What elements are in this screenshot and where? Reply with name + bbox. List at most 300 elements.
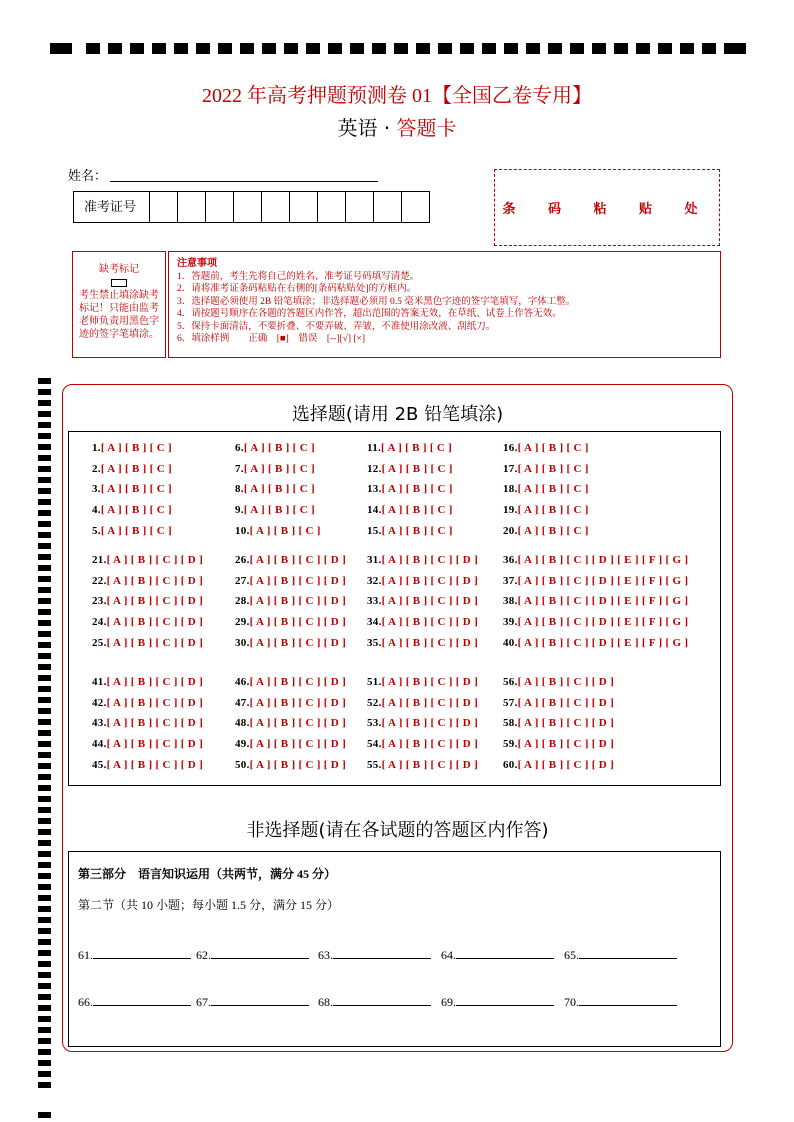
choice-section-title: 选择题(请用 2B 铅笔填涂)	[291, 404, 504, 425]
timing-mark	[38, 642, 51, 648]
name-label: 姓名：	[68, 168, 108, 183]
question-number: 56.	[503, 676, 518, 688]
question-row[interactable]	[92, 676, 203, 688]
notice-item: 4．请按题号顺序在各题的答题区内作答，超出范围的答案无效，在草纸、试卷上作答无效。	[177, 309, 562, 319]
question-number: 25.	[92, 636, 107, 649]
question-row[interactable]	[503, 717, 614, 729]
timing-mark	[38, 521, 51, 527]
timing-mark	[38, 1016, 51, 1022]
question-number: 18.	[503, 483, 518, 496]
answer-options[interactable]: [ A ] [ B ] [ C ] [ D ]	[249, 758, 347, 771]
notice-item: 6．填涂样例 正确 [■] 错误 [--][√] [×]	[177, 334, 366, 344]
timing-mark	[460, 43, 474, 54]
question-row[interactable]	[503, 616, 688, 628]
question-number: 58.	[503, 717, 518, 730]
timing-mark	[328, 43, 342, 54]
answer-options[interactable]: [ A ] [ B ] [ C ] [ D ]	[381, 574, 479, 587]
timing-mark	[504, 43, 518, 54]
exam-id-cell[interactable]	[178, 192, 206, 222]
question-number: 57.	[503, 696, 518, 709]
answer-options[interactable]: [ A ] [ B ] [ C ] [ D ]	[381, 738, 479, 751]
question-number: 24.	[92, 616, 107, 629]
timing-mark	[130, 43, 144, 54]
answer-options[interactable]: [ A ] [ B ] [ C ]	[243, 442, 315, 454]
answer-blank[interactable]	[564, 948, 677, 963]
answer-options[interactable]: [ A ] [ B ] [ C ] [ D ]	[381, 616, 479, 629]
timing-mark	[38, 994, 51, 1000]
answer-options[interactable]: [ A ] [ B ] [ C ]	[517, 524, 589, 537]
timing-mark	[38, 631, 51, 637]
question-number: 54.	[367, 738, 382, 751]
timing-mark	[38, 565, 51, 571]
answer-options[interactable]: [ A ] [ B ] [ C ] [ D ]	[381, 554, 479, 566]
answer-options[interactable]: [ A ] [ B ] [ C ] [ D ]	[106, 738, 204, 751]
answer-blank[interactable]	[78, 948, 191, 963]
timing-mark	[38, 807, 51, 813]
question-number: 55.	[367, 758, 382, 771]
timing-mark	[38, 862, 51, 868]
timing-mark	[38, 1005, 51, 1011]
question-row[interactable]	[503, 554, 688, 566]
blank-line[interactable]	[456, 950, 554, 959]
answer-options[interactable]: [ A ] [ B ] [ C ] [ D ]	[106, 595, 204, 608]
exam-id-cell[interactable]	[290, 192, 318, 222]
question-number: 31.	[367, 554, 382, 566]
answer-options[interactable]: [ A ] [ B ] [ C ] [ D ]	[517, 758, 615, 771]
question-number: 59.	[503, 738, 518, 751]
answer-options[interactable]: [ A ] [ B ] [ C ]	[517, 483, 589, 496]
blank-line[interactable]	[579, 950, 677, 959]
blank-line[interactable]	[579, 997, 677, 1006]
exam-id-cell[interactable]	[346, 192, 374, 222]
question-number: 32.	[367, 574, 382, 587]
question-row[interactable]	[503, 676, 614, 688]
question-number: 9.	[235, 504, 244, 517]
timing-mark	[38, 928, 51, 934]
blank-line[interactable]	[93, 997, 191, 1006]
question-row[interactable]	[367, 575, 478, 587]
exam-id-cell[interactable]	[206, 192, 234, 222]
question-number: 43.	[92, 717, 107, 730]
question-row[interactable]	[503, 759, 614, 771]
exam-id-label: 准考证号	[74, 192, 150, 222]
question-row[interactable]	[235, 575, 346, 587]
timing-mark	[38, 796, 51, 802]
question-row[interactable]	[367, 637, 478, 649]
timing-mark	[38, 477, 51, 483]
timing-mark	[38, 433, 51, 439]
question-row[interactable]	[235, 442, 315, 454]
question-row[interactable]	[503, 595, 688, 607]
answer-options[interactable]: [ A ] [ B ] [ C ]	[381, 483, 453, 496]
question-number: 1.	[92, 442, 101, 454]
timing-mark	[38, 499, 51, 505]
question-number: 21.	[92, 554, 107, 566]
blank-number: 66.	[78, 995, 93, 1009]
exam-id-table	[73, 191, 430, 223]
question-number: 41.	[92, 676, 107, 688]
timing-mark	[38, 752, 51, 758]
question-number: 13.	[367, 483, 382, 496]
answer-options[interactable]: [ A ] [ B ] [ C ]	[100, 524, 172, 537]
timing-mark	[38, 950, 51, 956]
question-row[interactable]	[503, 442, 589, 454]
answer-options[interactable]: [ A ] [ B ] [ C ]	[517, 442, 589, 454]
answer-options[interactable]: [ A ] [ B ] [ C ]	[381, 462, 453, 475]
timing-mark	[636, 43, 650, 54]
question-row[interactable]	[92, 759, 203, 771]
timing-mark	[38, 510, 51, 516]
timing-mark	[38, 587, 51, 593]
question-number: 19.	[503, 504, 518, 517]
notice-box	[168, 251, 721, 358]
question-row[interactable]	[503, 697, 614, 709]
answer-options[interactable]: [ A ] [ B ] [ C ] [ D ]	[249, 595, 347, 608]
question-number: 30.	[235, 636, 250, 649]
answer-options[interactable]: [ A ] [ B ] [ C ] [ D ] [ E ] [ F ] [ G ]	[517, 595, 689, 608]
blank-number: 69.	[441, 995, 456, 1009]
question-row[interactable]	[92, 483, 172, 495]
timing-mark	[38, 763, 51, 769]
timing-mark	[38, 400, 51, 406]
timing-mark	[38, 598, 51, 604]
question-row[interactable]	[235, 759, 346, 771]
question-row[interactable]	[503, 575, 688, 587]
timing-mark	[614, 43, 628, 54]
answer-blank[interactable]	[196, 995, 309, 1010]
answer-options[interactable]: [ A ] [ B ] [ C ] [ D ]	[381, 595, 479, 608]
answer-options[interactable]: [ A ] [ B ] [ C ] [ D ]	[381, 758, 479, 771]
timing-mark	[38, 543, 51, 549]
answer-options[interactable]: [ A ] [ B ] [ C ] [ D ]	[381, 696, 479, 709]
answer-options[interactable]: [ A ] [ B ] [ C ] [ D ]	[381, 676, 479, 688]
timing-mark	[284, 43, 298, 54]
answer-options[interactable]: [ A ] [ B ] [ C ] [ D ]	[249, 554, 347, 566]
question-row[interactable]	[235, 554, 346, 566]
answer-options[interactable]: [ A ] [ B ] [ C ] [ D ]	[249, 738, 347, 751]
question-row[interactable]	[367, 483, 453, 495]
timing-mark	[86, 43, 100, 54]
answer-blank[interactable]	[441, 948, 554, 963]
question-row[interactable]	[235, 717, 346, 729]
exam-id-cell[interactable]	[374, 192, 402, 222]
answer-options[interactable]: [ A ] [ B ] [ C ]	[100, 442, 172, 454]
timing-mark	[38, 1112, 51, 1118]
timing-mark	[38, 785, 51, 791]
blank-line[interactable]	[333, 950, 431, 959]
question-row[interactable]	[367, 759, 478, 771]
question-row[interactable]	[367, 504, 453, 516]
question-number: 51.	[367, 676, 382, 688]
question-number: 60.	[503, 758, 518, 771]
question-row[interactable]	[235, 504, 315, 516]
answer-options[interactable]: [ A ] [ B ] [ C ] [ D ]	[106, 636, 204, 649]
question-row[interactable]	[367, 463, 453, 475]
exam-id-cell[interactable]	[402, 192, 429, 222]
question-row[interactable]	[235, 616, 346, 628]
question-number: 53.	[367, 717, 382, 730]
answer-options[interactable]: [ A ] [ B ] [ C ] [ D ]	[381, 717, 479, 730]
answer-options[interactable]: [ A ] [ B ] [ C ] [ D ]	[249, 616, 347, 629]
question-row[interactable]	[92, 616, 203, 628]
nonchoice-section-title: 非选择题(请在各试题的答题区内作答)	[246, 820, 549, 841]
answer-options[interactable]: [ A ] [ B ] [ C ] [ D ]	[249, 717, 347, 730]
question-number: 12.	[367, 462, 382, 475]
exam-id-cell[interactable]	[234, 192, 262, 222]
blank-number: 61.	[78, 948, 93, 962]
timing-mark	[38, 488, 51, 494]
question-number: 14.	[367, 504, 382, 517]
answer-options[interactable]: [ A ] [ B ] [ C ] [ D ]	[517, 676, 615, 688]
timing-mark	[38, 719, 51, 725]
question-number: 6.	[235, 442, 244, 454]
answer-blank[interactable]	[78, 995, 191, 1010]
answer-options[interactable]: [ A ] [ B ] [ C ] [ D ]	[517, 717, 615, 730]
question-number: 22.	[92, 574, 107, 587]
answer-options[interactable]: [ A ] [ B ] [ C ]	[381, 442, 453, 454]
question-number: 4.	[92, 504, 101, 517]
question-row[interactable]	[367, 442, 452, 454]
timing-mark	[570, 43, 584, 54]
answer-blank[interactable]	[441, 995, 554, 1010]
timing-mark	[38, 906, 51, 912]
top-timing-marks	[50, 43, 746, 55]
answer-options[interactable]: [ A ] [ B ] [ C ] [ D ]	[249, 636, 347, 649]
question-number: 46.	[235, 676, 250, 688]
question-row[interactable]	[92, 697, 203, 709]
answer-options[interactable]: [ A ] [ B ] [ C ]	[100, 483, 172, 496]
question-row[interactable]	[92, 525, 172, 537]
question-row[interactable]	[92, 637, 203, 649]
question-row[interactable]	[235, 463, 315, 475]
blank-line[interactable]	[211, 950, 309, 959]
question-number: 20.	[503, 524, 518, 537]
answer-options[interactable]: [ A ] [ B ] [ C ]	[517, 504, 589, 517]
answer-options[interactable]: [ A ] [ B ] [ C ]	[243, 483, 315, 496]
answer-options[interactable]: [ A ] [ B ] [ C ] [ D ]	[106, 554, 204, 566]
answer-blank[interactable]	[318, 948, 431, 963]
question-number: 34.	[367, 616, 382, 629]
question-number: 16.	[503, 442, 518, 454]
timing-mark	[306, 43, 320, 54]
timing-mark	[38, 411, 51, 417]
timing-mark	[38, 708, 51, 714]
blank-number: 64.	[441, 948, 456, 962]
blank-number: 62.	[196, 948, 211, 962]
answer-options[interactable]: [ A ] [ B ] [ C ] [ D ]	[249, 696, 347, 709]
question-row[interactable]	[367, 554, 478, 566]
blank-number: 63.	[318, 948, 333, 962]
blank-line[interactable]	[211, 997, 309, 1006]
question-number: 5.	[92, 524, 101, 537]
answer-options[interactable]: [ A ] [ B ] [ C ] [ D ] [ E ] [ F ] [ G ]	[517, 616, 689, 629]
answer-options[interactable]: [ A ] [ B ] [ C ]	[100, 462, 172, 475]
answer-options[interactable]: [ A ] [ B ] [ C ] [ D ]	[106, 574, 204, 587]
timing-mark	[38, 983, 51, 989]
timing-mark	[658, 43, 672, 54]
answer-options[interactable]: [ A ] [ B ] [ C ]	[249, 524, 321, 537]
timing-mark	[108, 43, 122, 54]
question-row[interactable]	[367, 738, 478, 750]
answer-options[interactable]: [ A ] [ B ] [ C ] [ D ]	[249, 676, 347, 688]
exam-id-cell[interactable]	[318, 192, 346, 222]
blank-line[interactable]	[93, 950, 191, 959]
timing-mark	[38, 774, 51, 780]
timing-mark	[50, 43, 72, 54]
answer-options[interactable]: [ A ] [ B ] [ C ] [ D ] [ E ] [ F ] [ G ]	[517, 636, 689, 649]
exam-id-cell[interactable]	[150, 192, 178, 222]
question-number: 52.	[367, 696, 382, 709]
answer-options[interactable]: [ A ] [ B ] [ C ]	[381, 504, 453, 517]
answer-options[interactable]: [ A ] [ B ] [ C ] [ D ]	[106, 696, 204, 709]
question-number: 38.	[503, 595, 518, 608]
timing-mark	[38, 444, 51, 450]
timing-mark	[38, 389, 51, 395]
question-number: 26.	[235, 554, 250, 566]
absent-mark-title: 缺考标记	[99, 264, 139, 275]
question-row[interactable]	[92, 554, 203, 566]
timing-mark	[38, 1027, 51, 1033]
timing-mark	[680, 43, 694, 54]
timing-mark	[38, 1082, 51, 1088]
question-number: 10.	[235, 524, 250, 537]
question-number: 40.	[503, 636, 518, 649]
question-number: 37.	[503, 574, 518, 587]
timing-mark	[38, 653, 51, 659]
question-row[interactable]	[235, 525, 321, 537]
timing-mark	[38, 455, 51, 461]
question-row[interactable]	[92, 504, 172, 516]
question-row[interactable]	[503, 483, 589, 495]
notice-item: 5．保持卡面清洁，不要折叠、不要弄破、弄皱，不准使用涂改液、刮纸刀。	[177, 321, 496, 332]
exam-id-cell[interactable]	[262, 192, 290, 222]
question-number: 42.	[92, 696, 107, 709]
answer-options[interactable]: [ A ] [ B ] [ C ]	[100, 504, 172, 517]
blank-number: 68.	[318, 995, 333, 1009]
notice-title: 注意事项	[177, 258, 217, 269]
question-row[interactable]	[235, 483, 315, 495]
answer-options[interactable]: [ A ] [ B ] [ C ]	[381, 524, 453, 537]
timing-mark	[38, 1060, 51, 1066]
question-row[interactable]	[503, 637, 688, 649]
page-subtitle	[0, 112, 794, 141]
answer-options[interactable]: [ A ] [ B ] [ C ]	[243, 462, 315, 475]
question-number: 49.	[235, 738, 250, 751]
timing-mark	[38, 620, 51, 626]
answer-blank[interactable]	[318, 995, 431, 1010]
timing-mark	[38, 532, 51, 538]
answer-options[interactable]: [ A ] [ B ] [ C ] [ D ] [ E ] [ F ] [ G ]	[517, 554, 689, 566]
blank-number: 65.	[564, 948, 579, 962]
answer-blank[interactable]	[196, 948, 309, 963]
answer-options[interactable]: [ A ] [ B ] [ C ] [ D ]	[381, 636, 479, 649]
timing-mark	[38, 664, 51, 670]
timing-mark	[38, 1049, 51, 1055]
timing-mark	[38, 851, 51, 857]
timing-mark	[38, 675, 51, 681]
blank-number: 67.	[196, 995, 211, 1009]
question-row[interactable]	[92, 442, 172, 454]
absent-mark-description: 考生禁止填涂缺考标记！只能由监考老师负责用黑色字迹的签字笔填涂。	[79, 290, 159, 340]
answer-options[interactable]: [ A ] [ B ] [ C ] [ D ]	[249, 574, 347, 587]
timing-mark	[38, 697, 51, 703]
notice-item: 2．请将准考证条码粘贴在右侧的[条码粘贴处]的方框内。	[177, 284, 417, 294]
timing-mark	[174, 43, 188, 54]
question-row[interactable]	[367, 595, 478, 607]
question-row[interactable]	[367, 676, 478, 688]
question-row[interactable]	[367, 717, 478, 729]
question-row[interactable]	[503, 463, 589, 475]
blank-line[interactable]	[333, 997, 431, 1006]
timing-mark	[38, 840, 51, 846]
timing-mark	[482, 43, 496, 54]
question-row[interactable]	[235, 637, 346, 649]
question-row[interactable]	[235, 595, 346, 607]
timing-mark	[394, 43, 408, 54]
question-row[interactable]	[92, 595, 203, 607]
timing-mark	[38, 576, 51, 582]
question-row[interactable]	[503, 738, 614, 750]
question-number: 3.	[92, 483, 101, 496]
blank-line[interactable]	[456, 997, 554, 1006]
question-row[interactable]	[367, 697, 478, 709]
timing-mark	[38, 818, 51, 824]
question-row[interactable]	[92, 717, 203, 729]
timing-mark	[702, 43, 716, 54]
timing-mark	[438, 43, 452, 54]
question-row[interactable]	[92, 463, 172, 475]
answer-options[interactable]: [ A ] [ B ] [ C ] [ D ]	[106, 676, 204, 688]
question-row[interactable]	[235, 697, 346, 709]
timing-mark	[38, 730, 51, 736]
question-row[interactable]	[235, 738, 346, 750]
timing-mark	[592, 43, 606, 54]
timing-mark	[38, 378, 51, 384]
question-row[interactable]	[92, 738, 203, 750]
question-row[interactable]	[503, 504, 589, 516]
question-number: 50.	[235, 758, 250, 771]
section-title: 第二节（共 10 小题；每小题 1.5 分，满分 15 分）	[78, 898, 340, 912]
answer-options[interactable]: [ A ] [ B ] [ C ] [ D ] [ E ] [ F ] [ G ]	[517, 574, 689, 587]
timing-mark	[38, 466, 51, 472]
timing-mark	[38, 1071, 51, 1077]
answer-options[interactable]: [ A ] [ B ] [ C ] [ D ]	[517, 738, 615, 751]
name-field[interactable]	[110, 181, 378, 182]
absent-mark-box	[72, 251, 166, 358]
answer-blank[interactable]	[564, 995, 677, 1010]
answer-options[interactable]: [ A ] [ B ] [ C ] [ D ]	[517, 696, 615, 709]
question-row[interactable]	[503, 525, 589, 537]
question-row[interactable]	[92, 575, 203, 587]
absent-mark-checkbox[interactable]	[111, 279, 127, 287]
timing-mark	[416, 43, 430, 54]
timing-mark	[38, 917, 51, 923]
answer-options[interactable]: [ A ] [ B ] [ C ]	[517, 462, 589, 475]
question-row[interactable]	[235, 676, 346, 688]
question-number: 8.	[235, 483, 244, 496]
timing-mark	[38, 961, 51, 967]
timing-mark	[548, 43, 562, 54]
answer-options[interactable]: [ A ] [ B ] [ C ] [ D ]	[106, 717, 204, 730]
answer-options[interactable]: [ A ] [ B ] [ C ]	[243, 504, 315, 517]
question-row[interactable]	[367, 525, 453, 537]
timing-mark	[38, 873, 51, 879]
question-number: 47.	[235, 696, 250, 709]
question-row[interactable]	[367, 616, 478, 628]
answer-options[interactable]: [ A ] [ B ] [ C ] [ D ]	[106, 758, 204, 771]
timing-mark	[526, 43, 540, 54]
answer-options[interactable]: [ A ] [ B ] [ C ] [ D ]	[106, 616, 204, 629]
